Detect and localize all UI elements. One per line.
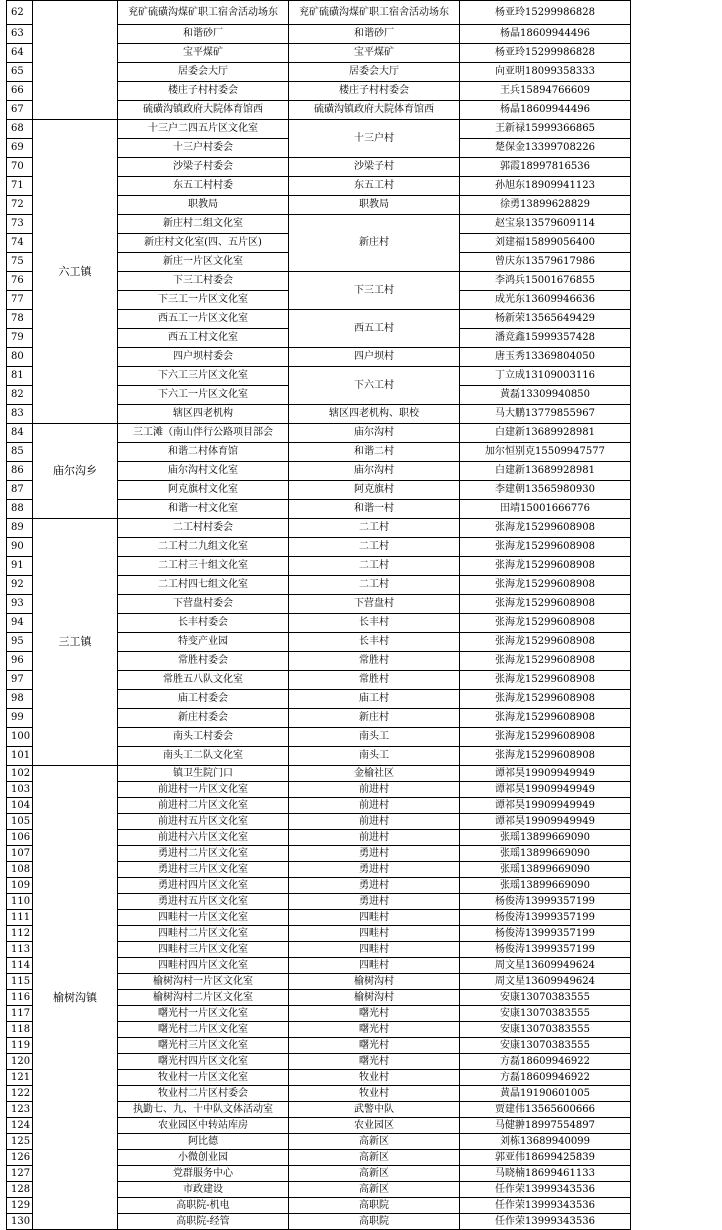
location-cell: 四畦村一片区文化室 — [118, 910, 289, 926]
location-cell: 下三工一片区文化室 — [118, 291, 289, 310]
row-number: 68 — [7, 120, 33, 139]
village-cell: 庙尔沟村 — [289, 424, 460, 443]
row-number: 110 — [7, 894, 33, 910]
contact-cell: 张海龙15299608908 — [460, 633, 631, 652]
row-number: 130 — [7, 1214, 33, 1230]
contact-cell: 加尔恒别克15509947577 — [460, 443, 631, 462]
row-number: 62 — [7, 1, 33, 25]
village-cell: 榆树沟村 — [289, 990, 460, 1006]
contact-cell: 张海龙15299608908 — [460, 614, 631, 633]
location-cell: 下六工一片区文化室 — [118, 386, 289, 405]
location-cell: 宝平煤矿 — [118, 44, 289, 63]
village-cell: 榆树沟村 — [289, 974, 460, 990]
table-row — [7, 120, 631, 139]
contact-cell: 赵宝泉13579609114 — [460, 215, 631, 234]
location-cell: 四畦村二片区文化室 — [118, 926, 289, 942]
row-number: 71 — [7, 177, 33, 196]
row-number: 119 — [7, 1038, 33, 1054]
row-number: 92 — [7, 576, 33, 595]
contact-cell: 张海龙15299608908 — [460, 747, 631, 766]
town-cell: 庙尔沟乡 — [33, 424, 118, 519]
location-cell: 和谐二村体育馆 — [118, 443, 289, 462]
village-cell: 高职院 — [289, 1214, 460, 1230]
location-cell: 二工村村委会 — [118, 519, 289, 538]
row-number: 100 — [7, 728, 33, 747]
contact-cell: 黄晶19190601005 — [460, 1086, 631, 1102]
village-cell: 下三工村 — [289, 272, 460, 310]
village-cell: 常胜村 — [289, 652, 460, 671]
row-number: 76 — [7, 272, 33, 291]
contact-cell: 郭霞18997816536 — [460, 158, 631, 177]
location-cell: 沙梁子村委会 — [118, 158, 289, 177]
location-cell: 四畦村三片区文化室 — [118, 942, 289, 958]
location-cell: 特变产业园 — [118, 633, 289, 652]
row-number: 70 — [7, 158, 33, 177]
location-cell: 东五工村村委 — [118, 177, 289, 196]
contact-cell: 杨俊涛13999357199 — [460, 926, 631, 942]
location-cell: 前进村二片区文化室 — [118, 798, 289, 814]
table-row — [7, 424, 631, 443]
location-cell: 十三户二四五片区文化室 — [118, 120, 289, 139]
village-cell: 职教局 — [289, 196, 460, 215]
contact-cell: 张海龙15299608908 — [460, 709, 631, 728]
contact-cell: 谭祁昊19909949949 — [460, 798, 631, 814]
table-row — [7, 766, 631, 782]
location-cell: 职教局 — [118, 196, 289, 215]
village-cell: 四畦村 — [289, 910, 460, 926]
village-cell: 曙光村 — [289, 1038, 460, 1054]
row-number: 63 — [7, 25, 33, 44]
location-cell: 和谐一村文化室 — [118, 500, 289, 519]
village-cell: 南头工 — [289, 728, 460, 747]
location-cell: 南头工村委会 — [118, 728, 289, 747]
row-number: 75 — [7, 253, 33, 272]
location-cell: 小微创业园 — [118, 1150, 289, 1166]
row-number: 77 — [7, 291, 33, 310]
contact-cell: 张海龙15299608908 — [460, 690, 631, 709]
location-cell: 楼庄子村村委会 — [118, 82, 289, 101]
village-cell: 曙光村 — [289, 1054, 460, 1070]
village-cell: 沙梁子村 — [289, 158, 460, 177]
location-cell: 阿克旗村文化室 — [118, 481, 289, 500]
village-cell: 和谐一村 — [289, 500, 460, 519]
location-cell: 兖矿硫磺沟煤矿职工宿舍活动场东 — [118, 1, 289, 25]
row-number: 106 — [7, 830, 33, 846]
row-number: 94 — [7, 614, 33, 633]
location-cell: 四畦村四片区文化室 — [118, 958, 289, 974]
row-number: 108 — [7, 862, 33, 878]
location-cell: 西五工村文化室 — [118, 329, 289, 348]
row-number: 113 — [7, 942, 33, 958]
row-number: 81 — [7, 367, 33, 386]
contact-cell: 潘竞鑫15999357428 — [460, 329, 631, 348]
row-number: 128 — [7, 1182, 33, 1198]
location-cell: 居委会大厅 — [118, 63, 289, 82]
location-cell: 庙尔沟村文化室 — [118, 462, 289, 481]
row-number: 66 — [7, 82, 33, 101]
contact-cell: 安康13070383555 — [460, 1022, 631, 1038]
row-number: 72 — [7, 196, 33, 215]
location-cell: 前进村一片区文化室 — [118, 782, 289, 798]
village-cell: 二工村 — [289, 538, 460, 557]
village-cell: 新庄村 — [289, 709, 460, 728]
village-cell: 南头工 — [289, 747, 460, 766]
contact-cell: 张瑶13899669090 — [460, 830, 631, 846]
contact-cell: 李鸿兵15001676855 — [460, 272, 631, 291]
village-cell: 阿克旗村 — [289, 481, 460, 500]
location-cell: 勇进村五片区文化室 — [118, 894, 289, 910]
row-number: 69 — [7, 139, 33, 158]
row-number: 82 — [7, 386, 33, 405]
contact-cell: 杨俊涛13999357199 — [460, 910, 631, 926]
row-number: 103 — [7, 782, 33, 798]
village-cell: 金榆社区 — [289, 766, 460, 782]
location-cell: 牧业村一片区文化室 — [118, 1070, 289, 1086]
row-number: 107 — [7, 846, 33, 862]
village-cell: 前进村 — [289, 830, 460, 846]
contact-cell: 杨亚玲15299986828 — [460, 44, 631, 63]
contact-cell: 张海龙15299608908 — [460, 728, 631, 747]
row-number: 115 — [7, 974, 33, 990]
village-cell: 西五工村 — [289, 310, 460, 348]
village-cell: 东五工村 — [289, 177, 460, 196]
row-number: 97 — [7, 671, 33, 690]
contact-cell: 杨俊涛13999357199 — [460, 942, 631, 958]
village-cell: 武警中队 — [289, 1102, 460, 1118]
contact-cell: 任作荣13999343536 — [460, 1182, 631, 1198]
location-cell: 常胜五八队文化室 — [118, 671, 289, 690]
town-cell: 六工镇 — [33, 120, 118, 424]
row-number: 117 — [7, 1006, 33, 1022]
location-cell: 二工村二九组文化室 — [118, 538, 289, 557]
location-cell: 前进村五片区文化室 — [118, 814, 289, 830]
town-cell: 榆树沟镇 — [33, 766, 118, 1230]
village-cell: 高新区 — [289, 1166, 460, 1182]
contact-cell: 白建新13689928981 — [460, 424, 631, 443]
row-number: 86 — [7, 462, 33, 481]
row-number: 64 — [7, 44, 33, 63]
contact-cell: 曾庆东13579617986 — [460, 253, 631, 272]
location-cell: 榆树沟村二片区文化室 — [118, 990, 289, 1006]
testing-site-table — [6, 0, 631, 1230]
row-number: 116 — [7, 990, 33, 1006]
location-cell: 勇进村三片区文化室 — [118, 862, 289, 878]
location-cell: 前进村六片区文化室 — [118, 830, 289, 846]
contact-cell: 谭祁昊19909949949 — [460, 766, 631, 782]
location-cell: 市政建设 — [118, 1182, 289, 1198]
contact-cell: 马晓楠18699461133 — [460, 1166, 631, 1182]
location-cell: 勇进村四片区文化室 — [118, 878, 289, 894]
location-cell: 党群服务中心 — [118, 1166, 289, 1182]
village-cell: 勇进村 — [289, 894, 460, 910]
row-number: 124 — [7, 1118, 33, 1134]
location-cell: 四户坝村委会 — [118, 348, 289, 367]
location-cell: 牧业村二片区村委会 — [118, 1086, 289, 1102]
location-cell: 新庄一片区文化室 — [118, 253, 289, 272]
row-number: 74 — [7, 234, 33, 253]
contact-cell: 张海龙15299608908 — [460, 652, 631, 671]
row-number: 93 — [7, 595, 33, 614]
contact-cell: 刘建福15899056400 — [460, 234, 631, 253]
contact-cell: 任作荣13999343536 — [460, 1198, 631, 1214]
row-number: 87 — [7, 481, 33, 500]
village-cell: 宝平煤矿 — [289, 44, 460, 63]
village-cell: 前进村 — [289, 798, 460, 814]
contact-cell: 方磊18609946922 — [460, 1070, 631, 1086]
village-cell: 高新区 — [289, 1182, 460, 1198]
contact-cell: 王兵15894766609 — [460, 82, 631, 101]
location-cell: 曙光村四片区文化室 — [118, 1054, 289, 1070]
row-number: 84 — [7, 424, 33, 443]
location-cell: 高职院-机电 — [118, 1198, 289, 1214]
row-number: 96 — [7, 652, 33, 671]
contact-cell: 黄磊13309940850 — [460, 386, 631, 405]
village-cell: 四户坝村 — [289, 348, 460, 367]
row-number: 95 — [7, 633, 33, 652]
contact-cell: 安康13070383555 — [460, 1038, 631, 1054]
village-cell: 新庄村 — [289, 215, 460, 272]
village-cell: 下六工村 — [289, 367, 460, 405]
contact-cell: 张瑶13899669090 — [460, 878, 631, 894]
contact-cell: 丁立成13109003116 — [460, 367, 631, 386]
contact-cell: 张瑶13899669090 — [460, 862, 631, 878]
row-number: 114 — [7, 958, 33, 974]
location-cell: 农业园区中转站库房 — [118, 1118, 289, 1134]
contact-cell: 周文星13609949624 — [460, 974, 631, 990]
location-cell: 新庄村文化室(四、五片区) — [118, 234, 289, 253]
village-cell: 楼庄子村村委会 — [289, 82, 460, 101]
row-number: 91 — [7, 557, 33, 576]
village-cell: 二工村 — [289, 519, 460, 538]
row-number: 85 — [7, 443, 33, 462]
contact-cell: 张海龙15299608908 — [460, 557, 631, 576]
row-number: 123 — [7, 1102, 33, 1118]
village-cell: 十三户村 — [289, 120, 460, 158]
row-number: 111 — [7, 910, 33, 926]
contact-cell: 李建朝13565980930 — [460, 481, 631, 500]
contact-cell: 方磊18609946922 — [460, 1054, 631, 1070]
contact-cell: 田靖15001666776 — [460, 500, 631, 519]
village-cell: 四畦村 — [289, 942, 460, 958]
row-number: 122 — [7, 1086, 33, 1102]
contact-cell: 谭祁昊19909949949 — [460, 814, 631, 830]
village-cell: 农业园区 — [289, 1118, 460, 1134]
contact-cell: 谭祁昊19909949949 — [460, 782, 631, 798]
row-number: 79 — [7, 329, 33, 348]
contact-cell: 张瑶13899669090 — [460, 846, 631, 862]
row-number: 112 — [7, 926, 33, 942]
location-cell: 二工村三十组文化室 — [118, 557, 289, 576]
location-cell: 西五工一片区文化室 — [118, 310, 289, 329]
town-cell — [33, 1, 118, 120]
row-number: 109 — [7, 878, 33, 894]
contact-cell: 杨亚玲15299986828 — [460, 1, 631, 25]
contact-cell: 成光东13609946636 — [460, 291, 631, 310]
contact-cell: 杨晶18609944496 — [460, 101, 631, 120]
village-cell: 牧业村 — [289, 1070, 460, 1086]
location-cell: 阿比德 — [118, 1134, 289, 1150]
table-row — [7, 1, 631, 25]
contact-cell: 杨晶18609944496 — [460, 25, 631, 44]
contact-cell: 孙旭东18909941123 — [460, 177, 631, 196]
location-cell: 十三户村委会 — [118, 139, 289, 158]
row-number: 120 — [7, 1054, 33, 1070]
location-cell: 下六工三片区文化室 — [118, 367, 289, 386]
contact-cell: 张海龙15299608908 — [460, 576, 631, 595]
contact-cell: 马大鹏13779855967 — [460, 405, 631, 424]
contact-cell: 徐勇13899628829 — [460, 196, 631, 215]
town-cell: 三工镇 — [33, 519, 118, 766]
village-cell: 勇进村 — [289, 846, 460, 862]
contact-cell: 马健翀18997554897 — [460, 1118, 631, 1134]
village-cell: 常胜村 — [289, 671, 460, 690]
village-cell: 牧业村 — [289, 1086, 460, 1102]
location-cell: 常胜村委会 — [118, 652, 289, 671]
row-number: 121 — [7, 1070, 33, 1086]
location-cell: 下三工村委会 — [118, 272, 289, 291]
row-number: 118 — [7, 1022, 33, 1038]
location-cell: 长丰村委会 — [118, 614, 289, 633]
village-cell: 曙光村 — [289, 1006, 460, 1022]
village-cell: 前进村 — [289, 814, 460, 830]
row-number: 129 — [7, 1198, 33, 1214]
location-cell: 三工滩（南山伴行公路项目部会 — [118, 424, 289, 443]
village-cell: 前进村 — [289, 782, 460, 798]
village-cell: 勇进村 — [289, 878, 460, 894]
row-number: 127 — [7, 1166, 33, 1182]
location-cell: 二工村四七组文化室 — [118, 576, 289, 595]
contact-cell: 杨新荣13565649429 — [460, 310, 631, 329]
village-cell: 二工村 — [289, 557, 460, 576]
location-cell: 新庄村二组文化室 — [118, 215, 289, 234]
location-cell: 庙工村委会 — [118, 690, 289, 709]
village-cell: 兖矿硫磺沟煤矿职工宿舍活动场东 — [289, 1, 460, 25]
location-cell: 曙光村二片区文化室 — [118, 1022, 289, 1038]
location-cell: 新庄村委会 — [118, 709, 289, 728]
village-cell: 长丰村 — [289, 614, 460, 633]
village-cell: 四畦村 — [289, 958, 460, 974]
location-cell: 高职院-经管 — [118, 1214, 289, 1230]
row-number: 102 — [7, 766, 33, 782]
village-cell: 勇进村 — [289, 862, 460, 878]
location-cell: 镇卫生院门口 — [118, 766, 289, 782]
contact-cell: 张海龙15299608908 — [460, 519, 631, 538]
row-number: 105 — [7, 814, 33, 830]
row-number: 83 — [7, 405, 33, 424]
row-number: 126 — [7, 1150, 33, 1166]
contact-cell: 杨俊涛13999357199 — [460, 894, 631, 910]
village-cell: 高职院 — [289, 1198, 460, 1214]
row-number: 65 — [7, 63, 33, 82]
village-cell: 下营盘村 — [289, 595, 460, 614]
contact-cell: 张海龙15299608908 — [460, 671, 631, 690]
row-number: 99 — [7, 709, 33, 728]
contact-cell: 贾建伟13565600666 — [460, 1102, 631, 1118]
location-cell: 执勤七、九、十中队文体活动室 — [118, 1102, 289, 1118]
location-cell: 下营盘村委会 — [118, 595, 289, 614]
location-cell: 曙光村一片区文化室 — [118, 1006, 289, 1022]
village-cell: 辖区四老机构、职校 — [289, 405, 460, 424]
location-cell: 勇进村二片区文化室 — [118, 846, 289, 862]
row-number: 104 — [7, 798, 33, 814]
village-cell: 和谐二村 — [289, 443, 460, 462]
row-number: 89 — [7, 519, 33, 538]
village-cell: 四畦村 — [289, 926, 460, 942]
row-number: 90 — [7, 538, 33, 557]
village-cell: 曙光村 — [289, 1022, 460, 1038]
village-cell: 二工村 — [289, 576, 460, 595]
row-number: 88 — [7, 500, 33, 519]
contact-cell: 安康13070383555 — [460, 1006, 631, 1022]
contact-cell: 白建新13689928981 — [460, 462, 631, 481]
location-cell: 南头工二队文化室 — [118, 747, 289, 766]
row-number: 78 — [7, 310, 33, 329]
village-cell: 硫磺沟镇政府大院体育馆西 — [289, 101, 460, 120]
location-cell: 曙光村三片区文化室 — [118, 1038, 289, 1054]
row-number: 80 — [7, 348, 33, 367]
contact-cell: 张海龙15299608908 — [460, 538, 631, 557]
contact-cell: 安康13070383555 — [460, 990, 631, 1006]
contact-cell: 王新禄15999366865 — [460, 120, 631, 139]
row-number: 125 — [7, 1134, 33, 1150]
contact-cell: 楚保金13399708226 — [460, 139, 631, 158]
village-cell: 庙尔沟村 — [289, 462, 460, 481]
contact-cell: 向亚明18099358333 — [460, 63, 631, 82]
village-cell: 高新区 — [289, 1150, 460, 1166]
contact-cell: 唐玉秀13369804050 — [460, 348, 631, 367]
village-cell: 庙工村 — [289, 690, 460, 709]
location-cell: 榆树沟村一片区文化室 — [118, 974, 289, 990]
village-cell: 和谐砂厂 — [289, 25, 460, 44]
location-cell: 硫磺沟镇政府大院体育馆西 — [118, 101, 289, 120]
contact-cell: 刘栋13689940099 — [460, 1134, 631, 1150]
village-cell: 居委会大厅 — [289, 63, 460, 82]
row-number: 101 — [7, 747, 33, 766]
contact-cell: 任作荣13999343536 — [460, 1214, 631, 1230]
village-cell: 高新区 — [289, 1134, 460, 1150]
contact-cell: 郭亚伟18699425839 — [460, 1150, 631, 1166]
location-cell: 辖区四老机构 — [118, 405, 289, 424]
contact-cell: 张海龙15299608908 — [460, 595, 631, 614]
village-cell: 长丰村 — [289, 633, 460, 652]
location-cell: 和谐砂厂 — [118, 25, 289, 44]
table-row — [7, 519, 631, 538]
row-number: 67 — [7, 101, 33, 120]
row-number: 73 — [7, 215, 33, 234]
row-number: 98 — [7, 690, 33, 709]
contact-cell: 周文星13609949624 — [460, 958, 631, 974]
